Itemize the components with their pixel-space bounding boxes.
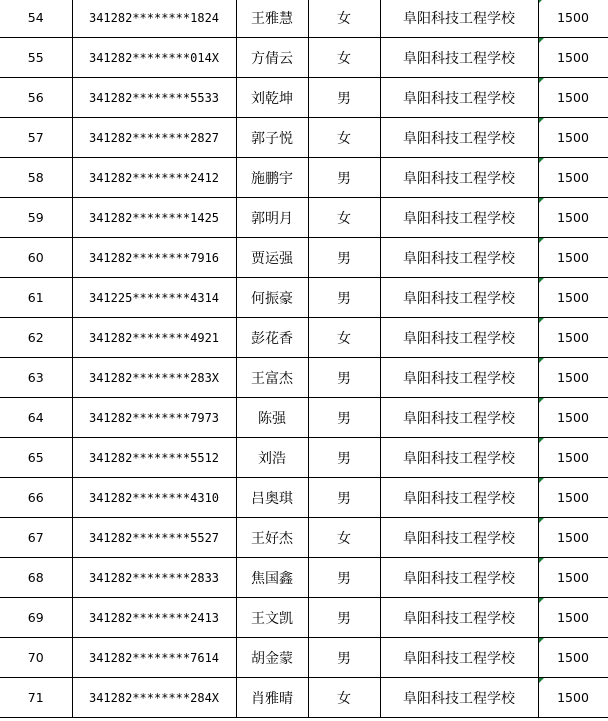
error-indicator-icon	[539, 318, 544, 323]
cell-serial-number-text: 70	[27, 650, 44, 665]
cell-school-text: 阜阳科技工程学校	[403, 690, 515, 707]
cell-serial-number-text: 55	[27, 50, 44, 65]
error-indicator-icon	[539, 158, 544, 163]
cell-amount-text: 1500	[557, 570, 589, 585]
table-row	[0, 158, 608, 198]
cell-gender[interactable]	[308, 158, 380, 198]
cell-student-name-text: 王文凯	[251, 610, 293, 627]
cell-school[interactable]	[380, 438, 538, 478]
cell-gender[interactable]	[308, 318, 380, 358]
cell-serial-number-text: 59	[27, 210, 44, 225]
error-indicator-icon	[539, 398, 544, 403]
cell-id-number[interactable]	[72, 0, 236, 38]
cell-serial-number[interactable]	[0, 238, 72, 278]
cell-student-name-text: 彭花香	[251, 330, 293, 347]
cell-amount[interactable]	[538, 598, 608, 638]
cell-school-text: 阜阳科技工程学校	[403, 490, 515, 507]
cell-student-name[interactable]	[236, 278, 308, 318]
cell-school[interactable]	[380, 598, 538, 638]
cell-amount-text: 1500	[557, 410, 589, 425]
cell-id-number-text: 341282********5533	[88, 90, 220, 105]
cell-gender[interactable]	[308, 358, 380, 398]
cell-school[interactable]	[380, 78, 538, 118]
cell-gender-text: 男	[337, 610, 351, 627]
cell-school[interactable]	[380, 318, 538, 358]
cell-serial-number[interactable]	[0, 158, 72, 198]
cell-school[interactable]	[380, 118, 538, 158]
cell-amount[interactable]	[538, 78, 608, 118]
cell-school[interactable]	[380, 638, 538, 678]
cell-amount-text: 1500	[557, 450, 589, 465]
cell-id-number[interactable]	[72, 238, 236, 278]
cell-school-text: 阜阳科技工程学校	[403, 570, 515, 587]
cell-school-text: 阜阳科技工程学校	[403, 530, 515, 547]
cell-serial-number-text: 67	[27, 530, 44, 545]
cell-serial-number-text: 63	[27, 370, 44, 385]
cell-id-number-text: 341282********5527	[88, 530, 220, 545]
cell-school-text: 阜阳科技工程学校	[403, 650, 515, 667]
cell-student-name[interactable]	[236, 38, 308, 78]
error-indicator-icon	[539, 198, 544, 203]
error-indicator-icon	[539, 118, 544, 123]
table-row	[0, 118, 608, 158]
cell-student-name-text: 何振豪	[251, 290, 293, 307]
cell-gender[interactable]	[308, 0, 380, 38]
cell-id-number[interactable]	[72, 438, 236, 478]
cell-id-number[interactable]	[72, 398, 236, 438]
cell-amount[interactable]	[538, 158, 608, 198]
error-indicator-icon	[539, 238, 544, 243]
cell-gender-text: 男	[337, 410, 351, 427]
cell-amount-text: 1500	[557, 650, 589, 665]
cell-amount-text: 1500	[557, 330, 589, 345]
table-row	[0, 638, 608, 678]
cell-id-number-text: 341282********1824	[88, 10, 220, 25]
cell-serial-number[interactable]	[0, 118, 72, 158]
cell-id-number-text: 341282********7614	[88, 650, 220, 665]
cell-id-number-text: 341282********014X	[88, 50, 220, 65]
cell-student-name-text: 王富杰	[251, 370, 293, 387]
cell-gender-text: 女	[337, 330, 351, 347]
cell-school[interactable]	[380, 478, 538, 518]
error-indicator-icon	[539, 278, 544, 283]
cell-amount-text: 1500	[557, 10, 589, 25]
error-indicator-icon	[539, 638, 544, 643]
table-row	[0, 438, 608, 478]
cell-amount-text: 1500	[557, 90, 589, 105]
cell-school-text: 阜阳科技工程学校	[403, 410, 515, 427]
cell-student-name-text: 焦国鑫	[251, 570, 293, 587]
cell-id-number[interactable]	[72, 158, 236, 198]
cell-student-name[interactable]	[236, 478, 308, 518]
cell-serial-number-text: 57	[27, 130, 44, 145]
cell-id-number[interactable]	[72, 598, 236, 638]
cell-serial-number[interactable]	[0, 38, 72, 78]
cell-gender-text: 男	[337, 90, 351, 107]
cell-id-number-text: 341282********4921	[88, 330, 220, 345]
cell-student-name[interactable]	[236, 78, 308, 118]
table-row	[0, 198, 608, 238]
cell-student-name-text: 吕奥琪	[251, 490, 293, 507]
cell-student-name[interactable]	[236, 398, 308, 438]
table-row	[0, 678, 608, 718]
cell-amount[interactable]	[538, 278, 608, 318]
cell-id-number[interactable]	[72, 198, 236, 238]
cell-student-name[interactable]	[236, 0, 308, 38]
cell-school[interactable]	[380, 38, 538, 78]
cell-gender[interactable]	[308, 638, 380, 678]
cell-student-name-text: 郭明月	[251, 210, 293, 227]
cell-serial-number-text: 65	[27, 450, 44, 465]
cell-student-name-text: 刘浩	[258, 450, 286, 467]
cell-gender[interactable]	[308, 598, 380, 638]
cell-school-text: 阜阳科技工程学校	[403, 10, 515, 27]
cell-amount-text: 1500	[557, 250, 589, 265]
cell-amount-text: 1500	[557, 290, 589, 305]
cell-gender-text: 男	[337, 250, 351, 267]
cell-amount[interactable]	[538, 318, 608, 358]
table-row	[0, 358, 608, 398]
cell-student-name[interactable]	[236, 318, 308, 358]
cell-serial-number[interactable]	[0, 0, 72, 38]
cell-gender[interactable]	[308, 118, 380, 158]
cell-gender-text: 男	[337, 490, 351, 507]
cell-serial-number-text: 54	[27, 10, 44, 25]
cell-school-text: 阜阳科技工程学校	[403, 90, 515, 107]
cell-serial-number-text: 66	[27, 490, 44, 505]
error-indicator-icon	[539, 38, 544, 43]
cell-student-name-text: 胡金蒙	[251, 650, 293, 667]
cell-amount[interactable]	[538, 198, 608, 238]
cell-serial-number-text: 58	[27, 170, 44, 185]
cell-school-text: 阜阳科技工程学校	[403, 610, 515, 627]
cell-serial-number-text: 64	[27, 410, 44, 425]
cell-gender[interactable]	[308, 398, 380, 438]
error-indicator-icon	[539, 558, 544, 563]
table-row	[0, 238, 608, 278]
cell-gender[interactable]	[308, 518, 380, 558]
cell-amount-text: 1500	[557, 610, 589, 625]
cell-school[interactable]	[380, 198, 538, 238]
cell-serial-number[interactable]	[0, 478, 72, 518]
error-indicator-icon	[539, 598, 544, 603]
table-row	[0, 278, 608, 318]
table-row	[0, 0, 608, 38]
cell-student-name-text: 王好杰	[251, 530, 293, 547]
cell-id-number[interactable]	[72, 518, 236, 558]
cell-student-name[interactable]	[236, 238, 308, 278]
cell-amount-text: 1500	[557, 130, 589, 145]
cell-serial-number-text: 56	[27, 90, 44, 105]
cell-gender-text: 男	[337, 650, 351, 667]
cell-school[interactable]	[380, 158, 538, 198]
table-row	[0, 38, 608, 78]
cell-serial-number-text: 60	[27, 250, 44, 265]
cell-serial-number-text: 71	[27, 690, 44, 705]
cell-amount[interactable]	[538, 118, 608, 158]
cell-amount[interactable]	[538, 0, 608, 38]
table-row	[0, 478, 608, 518]
cell-id-number[interactable]	[72, 38, 236, 78]
cell-id-number[interactable]	[72, 318, 236, 358]
cell-amount[interactable]	[538, 678, 608, 718]
cell-serial-number[interactable]	[0, 398, 72, 438]
cell-student-name-text: 刘乾坤	[251, 90, 293, 107]
cell-serial-number[interactable]	[0, 78, 72, 118]
cell-school[interactable]	[380, 398, 538, 438]
error-indicator-icon	[539, 438, 544, 443]
cell-amount[interactable]	[538, 638, 608, 678]
cell-school-text: 阜阳科技工程学校	[403, 330, 515, 347]
cell-amount-text: 1500	[557, 370, 589, 385]
cell-amount[interactable]	[538, 478, 608, 518]
error-indicator-icon	[539, 478, 544, 483]
cell-serial-number[interactable]	[0, 678, 72, 718]
cell-amount[interactable]	[538, 238, 608, 278]
cell-student-name[interactable]	[236, 358, 308, 398]
cell-gender-text: 女	[337, 210, 351, 227]
cell-serial-number-text: 69	[27, 610, 44, 625]
cell-gender[interactable]	[308, 278, 380, 318]
cell-id-number-text: 341282********2413	[88, 610, 220, 625]
cell-student-name-text: 施鹏宇	[251, 170, 293, 187]
cell-amount[interactable]	[538, 518, 608, 558]
cell-id-number[interactable]	[72, 278, 236, 318]
cell-gender-text: 女	[337, 130, 351, 147]
cell-school[interactable]	[380, 358, 538, 398]
cell-id-number-text: 341282********5512	[88, 450, 220, 465]
table-row	[0, 558, 608, 598]
cell-id-number-text: 341282********2412	[88, 170, 220, 185]
cell-gender-text: 男	[337, 170, 351, 187]
cell-school[interactable]	[380, 0, 538, 38]
cell-amount-text: 1500	[557, 490, 589, 505]
cell-serial-number[interactable]	[0, 598, 72, 638]
cell-serial-number[interactable]	[0, 518, 72, 558]
cell-gender[interactable]	[308, 78, 380, 118]
cell-student-name-text: 陈强	[258, 410, 286, 427]
cell-gender[interactable]	[308, 678, 380, 718]
cell-school-text: 阜阳科技工程学校	[403, 210, 515, 227]
cell-id-number[interactable]	[72, 358, 236, 398]
cell-gender-text: 男	[337, 290, 351, 307]
cell-gender[interactable]	[308, 198, 380, 238]
cell-student-name-text: 王雅慧	[251, 10, 293, 27]
cell-id-number-text: 341282********2827	[88, 130, 220, 145]
cell-serial-number[interactable]	[0, 558, 72, 598]
cell-serial-number-text: 61	[27, 290, 44, 305]
cell-id-number-text: 341282********1425	[88, 210, 220, 225]
cell-student-name[interactable]	[236, 438, 308, 478]
cell-student-name-text: 方倩云	[251, 50, 293, 67]
cell-school-text: 阜阳科技工程学校	[403, 170, 515, 187]
cell-id-number[interactable]	[72, 118, 236, 158]
cell-id-number-text: 341282********284X	[88, 690, 220, 705]
cell-school[interactable]	[380, 238, 538, 278]
cell-amount[interactable]	[538, 38, 608, 78]
cell-id-number-text: 341282********283X	[88, 370, 220, 385]
cell-gender-text: 男	[337, 570, 351, 587]
cell-student-name[interactable]	[236, 678, 308, 718]
cell-gender-text: 女	[337, 690, 351, 707]
cell-amount-text: 1500	[557, 530, 589, 545]
cell-student-name-text: 郭子悦	[251, 130, 293, 147]
cell-id-number-text: 341282********7916	[88, 250, 220, 265]
cell-school-text: 阜阳科技工程学校	[403, 450, 515, 467]
cell-serial-number[interactable]	[0, 638, 72, 678]
cell-student-name[interactable]	[236, 518, 308, 558]
cell-student-name[interactable]	[236, 118, 308, 158]
cell-amount-text: 1500	[557, 170, 589, 185]
cell-amount-text: 1500	[557, 50, 589, 65]
table-row	[0, 518, 608, 558]
cell-gender[interactable]	[308, 478, 380, 518]
cell-id-number[interactable]	[72, 558, 236, 598]
cell-serial-number[interactable]	[0, 278, 72, 318]
cell-student-name-text: 贾运强	[251, 250, 293, 267]
cell-school[interactable]	[380, 518, 538, 558]
cell-student-name[interactable]	[236, 198, 308, 238]
cell-amount[interactable]	[538, 398, 608, 438]
cell-school[interactable]	[380, 678, 538, 718]
table-row	[0, 318, 608, 358]
cell-id-number-text: 341282********2833	[88, 570, 220, 585]
cell-serial-number[interactable]	[0, 358, 72, 398]
cell-gender[interactable]	[308, 438, 380, 478]
cell-id-number-text: 341282********4310	[88, 490, 220, 505]
error-indicator-icon	[539, 678, 544, 683]
cell-id-number-text: 341282********7973	[88, 410, 220, 425]
cell-school-text: 阜阳科技工程学校	[403, 130, 515, 147]
cell-gender-text: 男	[337, 450, 351, 467]
cell-school-text: 阜阳科技工程学校	[403, 290, 515, 307]
cell-student-name[interactable]	[236, 558, 308, 598]
error-indicator-icon	[539, 78, 544, 83]
cell-school[interactable]	[380, 558, 538, 598]
error-indicator-icon	[539, 358, 544, 363]
error-indicator-icon	[539, 0, 544, 3]
cell-student-name[interactable]	[236, 638, 308, 678]
cell-school[interactable]	[380, 278, 538, 318]
table-row	[0, 398, 608, 438]
cell-amount[interactable]	[538, 558, 608, 598]
cell-serial-number-text: 68	[27, 570, 44, 585]
error-indicator-icon	[539, 518, 544, 523]
cell-serial-number[interactable]	[0, 438, 72, 478]
cell-student-name-text: 肖雅晴	[251, 690, 293, 707]
cell-school-text: 阜阳科技工程学校	[403, 250, 515, 267]
cell-serial-number-text: 62	[27, 330, 44, 345]
cell-gender-text: 女	[337, 530, 351, 547]
cell-id-number[interactable]	[72, 678, 236, 718]
cell-gender[interactable]	[308, 238, 380, 278]
cell-student-name[interactable]	[236, 158, 308, 198]
cell-id-number[interactable]	[72, 478, 236, 518]
cell-school-text: 阜阳科技工程学校	[403, 370, 515, 387]
table-row	[0, 598, 608, 638]
cell-gender-text: 男	[337, 370, 351, 387]
table-row	[0, 78, 608, 118]
cell-id-number[interactable]	[72, 78, 236, 118]
cell-amount-text: 1500	[557, 690, 589, 705]
cell-gender-text: 女	[337, 50, 351, 67]
cell-amount[interactable]	[538, 438, 608, 478]
cell-id-number[interactable]	[72, 638, 236, 678]
cell-gender[interactable]	[308, 558, 380, 598]
cell-student-name[interactable]	[236, 598, 308, 638]
cell-serial-number[interactable]	[0, 318, 72, 358]
cell-gender[interactable]	[308, 38, 380, 78]
cell-gender-text: 女	[337, 10, 351, 27]
cell-serial-number[interactable]	[0, 198, 72, 238]
cell-amount[interactable]	[538, 358, 608, 398]
cell-amount-text: 1500	[557, 210, 589, 225]
cell-school-text: 阜阳科技工程学校	[403, 50, 515, 67]
cell-id-number-text: 341225********4314	[88, 290, 220, 305]
